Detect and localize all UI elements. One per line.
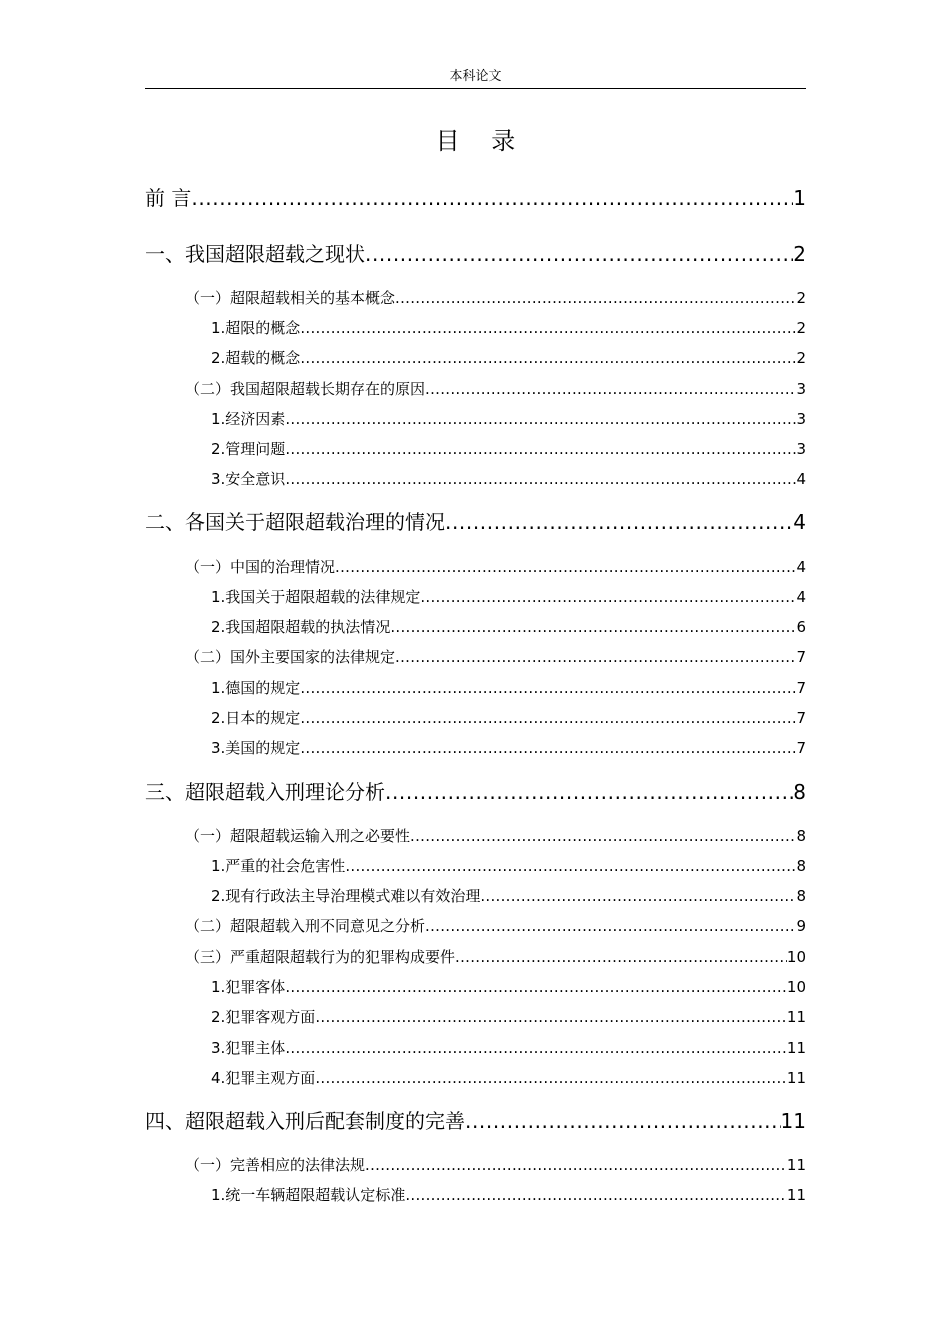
toc-entry-page-number: 1	[793, 186, 806, 210]
toc-entry-label: 四、超限超载入刑后配套制度的完善	[145, 1109, 465, 1133]
toc-entry-page-number: 3	[796, 440, 806, 458]
toc-entry-label: 2.现有行政法主导治理模式难以有效治理	[211, 887, 481, 905]
toc-entry-label: （二）国外主要国家的法律规定	[185, 648, 396, 666]
dot-leader	[395, 646, 796, 668]
toc-entry[interactable]	[211, 677, 806, 699]
toc-entry[interactable]	[211, 707, 806, 729]
running-header: 本科论文	[449, 69, 502, 84]
toc-entry-page-number: 2	[796, 319, 806, 337]
dot-leader	[315, 1006, 787, 1028]
toc-entry-label: 前 言	[145, 186, 192, 210]
toc-entry-label: 1.经济因素	[211, 410, 286, 428]
toc-entry-page-number: 8	[796, 857, 806, 875]
toc-entry[interactable]	[185, 556, 806, 578]
dot-leader	[285, 976, 787, 998]
dot-leader	[425, 915, 796, 937]
toc-entry[interactable]	[211, 438, 806, 460]
toc-entry-label: 三、超限超载入刑理论分析	[145, 780, 385, 804]
toc-entry-label: （三）严重超限超载行为的犯罪构成要件	[185, 948, 456, 966]
dot-leader	[300, 317, 796, 339]
dot-leader	[365, 240, 793, 268]
dot-leader	[405, 1184, 787, 1206]
toc-entry[interactable]	[211, 347, 806, 369]
toc-entry[interactable]	[185, 915, 806, 937]
dot-leader	[390, 616, 796, 638]
dot-leader	[300, 737, 796, 759]
toc-entry-page-number: 8	[793, 780, 806, 804]
toc-entry-page-number: 8	[796, 887, 806, 905]
toc-entry-page-number: 7	[796, 679, 806, 697]
toc-entry-label: 2.我国超限超载的执法情况	[211, 618, 391, 636]
toc-entry[interactable]	[145, 508, 806, 536]
toc-entry-page-number: 11	[786, 1069, 806, 1087]
dot-leader	[335, 556, 796, 578]
toc-entry-label: 一、我国超限超载之现状	[145, 242, 365, 266]
toc-entry-page-number: 7	[796, 739, 806, 757]
dot-leader	[300, 677, 796, 699]
toc-entry-page-number: 8	[796, 827, 806, 845]
toc-entry-page-number: 11	[786, 1186, 806, 1204]
toc-entry-page-number: 2	[796, 289, 806, 307]
toc-entry[interactable]	[211, 586, 806, 608]
dot-leader	[465, 1107, 781, 1135]
toc-entry[interactable]	[185, 946, 806, 968]
toc-entry-label: （二）超限超载入刑不同意见之分析	[185, 917, 426, 935]
toc-entry-label: 1.超限的概念	[211, 319, 301, 337]
toc-entry-page-number: 9	[796, 917, 806, 935]
toc-entry-page-number: 10	[786, 948, 806, 966]
toc-entry-label: 2.日本的规定	[211, 709, 301, 727]
dot-leader	[345, 855, 796, 877]
toc-entry[interactable]	[211, 468, 806, 490]
toc-entry[interactable]	[211, 1037, 806, 1059]
toc-entry[interactable]	[211, 616, 806, 638]
toc-entry-label: 2.犯罪客观方面	[211, 1008, 316, 1026]
toc-entry[interactable]	[145, 240, 806, 268]
toc-entry-page-number: 11	[786, 1156, 806, 1174]
toc-entry-label: （一）超限超载相关的基本概念	[185, 289, 396, 307]
toc-entry-label: （二）我国超限超载长期存在的原因	[185, 380, 426, 398]
dot-leader	[385, 778, 793, 806]
toc-entry-label: （一）完善相应的法律法规	[185, 1156, 366, 1174]
toc-entry-page-number: 11	[780, 1109, 806, 1133]
toc-entry-page-number: 7	[796, 648, 806, 666]
dot-leader	[410, 825, 796, 847]
toc-entry[interactable]	[211, 317, 806, 339]
toc-entry-page-number: 4	[793, 510, 806, 534]
toc-entry[interactable]	[185, 378, 806, 400]
toc-entry-page-number: 3	[796, 380, 806, 398]
dot-leader	[365, 1154, 787, 1176]
toc-entry[interactable]	[211, 1184, 806, 1206]
toc-entry[interactable]	[211, 408, 806, 430]
toc-entry[interactable]	[211, 885, 806, 907]
toc-entry-page-number: 11	[786, 1008, 806, 1026]
toc-entry-page-number: 3	[796, 410, 806, 428]
dot-leader	[191, 184, 793, 212]
toc-entry-page-number: 4	[796, 470, 806, 488]
toc-entry[interactable]	[211, 737, 806, 759]
dot-leader	[480, 885, 796, 907]
dot-leader	[285, 1037, 787, 1059]
dot-leader	[300, 707, 796, 729]
dot-leader	[420, 586, 796, 608]
toc-entry-page-number: 7	[796, 709, 806, 727]
toc-entry-label: 1.严重的社会危害性	[211, 857, 346, 875]
toc-entry-label: 4.犯罪主观方面	[211, 1069, 316, 1087]
dot-leader	[395, 287, 796, 309]
toc-entry-page-number: 2	[793, 242, 806, 266]
toc-entry-label: 2.管理问题	[211, 440, 286, 458]
dot-leader	[455, 946, 787, 968]
toc-entry-page-number: 4	[796, 588, 806, 606]
dot-leader	[315, 1067, 787, 1089]
toc-entry-label: 1.我国关于超限超载的法律规定	[211, 588, 421, 606]
table-of-contents	[145, 0, 806, 1344]
dot-leader	[285, 438, 796, 460]
toc-entry[interactable]	[211, 976, 806, 998]
toc-entry[interactable]	[145, 184, 806, 212]
toc-entry-label: 2.超载的概念	[211, 349, 301, 367]
toc-entry-label: （一）超限超载运输入刑之必要性	[185, 827, 411, 845]
toc-entry-page-number: 11	[786, 1039, 806, 1057]
dot-leader	[425, 378, 796, 400]
toc-entry[interactable]	[185, 287, 806, 309]
dot-leader	[285, 408, 796, 430]
toc-entry-label: 3.安全意识	[211, 470, 286, 488]
toc-entry-page-number: 2	[796, 349, 806, 367]
toc-entry[interactable]	[145, 1107, 806, 1135]
toc-entry-label: 1.统一车辆超限超载认定标准	[211, 1186, 406, 1204]
dot-leader	[300, 347, 796, 369]
dot-leader	[445, 508, 793, 536]
toc-title: 目 录	[435, 127, 528, 155]
toc-entry-label: 1.犯罪客体	[211, 978, 286, 996]
toc-entry[interactable]	[145, 778, 806, 806]
toc-entry[interactable]	[211, 1067, 806, 1089]
toc-entry[interactable]	[211, 855, 806, 877]
toc-entry[interactable]	[185, 825, 806, 847]
toc-entry-label: 1.德国的规定	[211, 679, 301, 697]
dot-leader	[285, 468, 796, 490]
toc-entry-label: 3.美国的规定	[211, 739, 301, 757]
toc-entry-label: （一）中国的治理情况	[185, 558, 336, 576]
toc-entry[interactable]	[211, 1006, 806, 1028]
toc-entry-label: 3.犯罪主体	[211, 1039, 286, 1057]
toc-entry[interactable]	[185, 1154, 806, 1176]
toc-entry-page-number: 4	[796, 558, 806, 576]
toc-entry[interactable]	[185, 646, 806, 668]
toc-entry-page-number: 10	[786, 978, 806, 996]
toc-entry-label: 二、各国关于超限超载治理的情况	[145, 510, 445, 534]
toc-entry-page-number: 6	[796, 618, 806, 636]
